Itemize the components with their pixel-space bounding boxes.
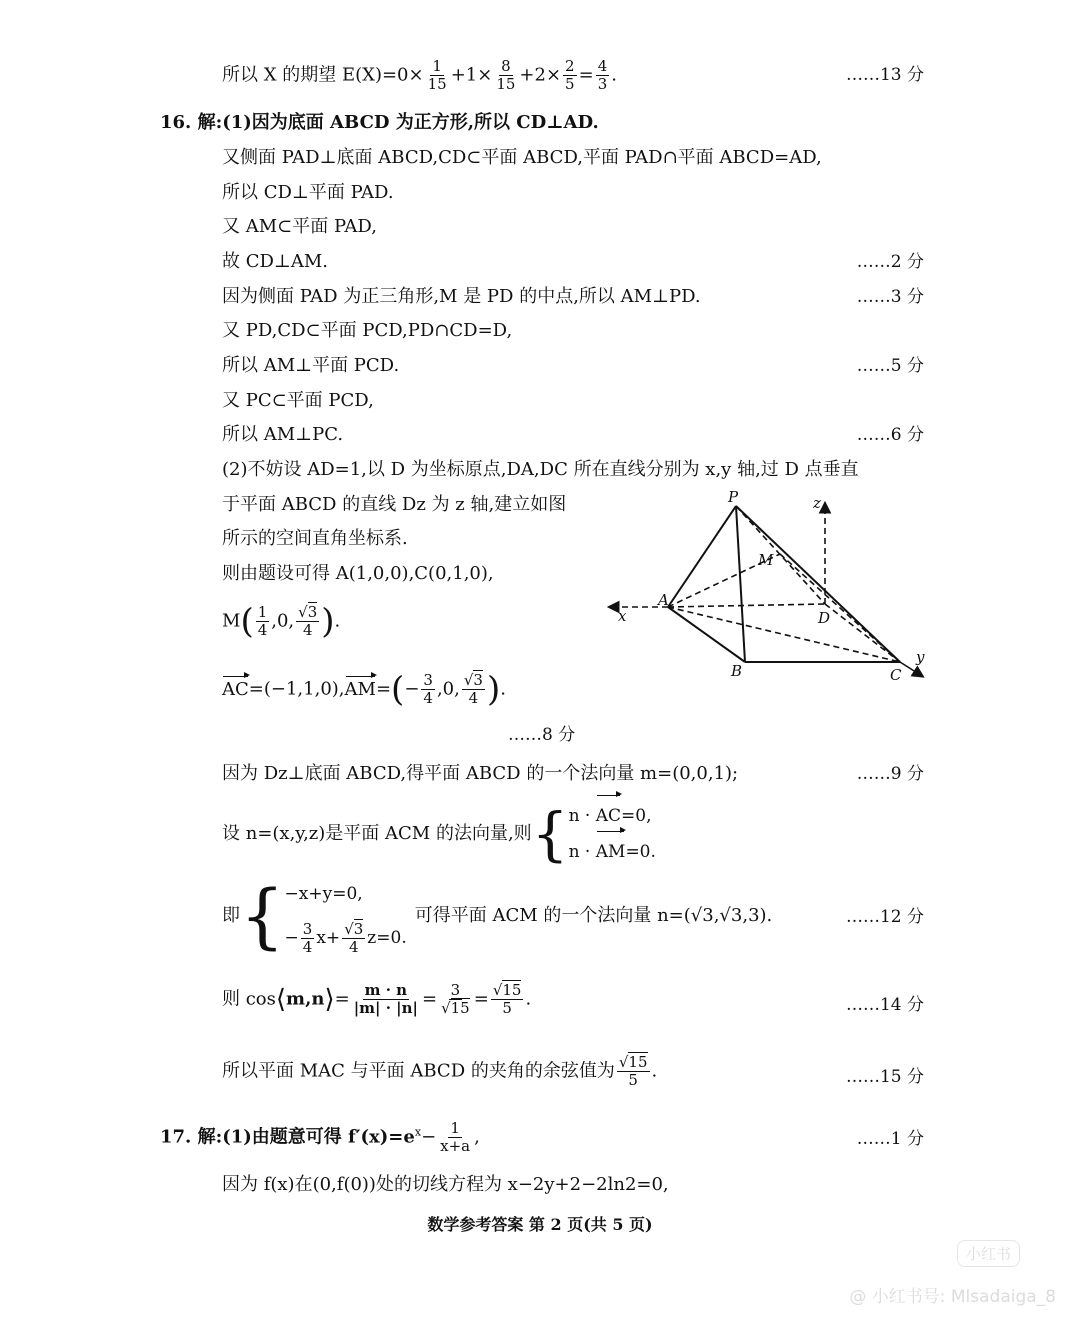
text-line: 因为 Dz⊥底面 ABCD,得平面 ABCD 的一个法向量 m=(0,0,1); xyxy=(222,763,739,784)
normal-vector-system xyxy=(222,798,656,870)
numerator: √3 xyxy=(463,671,483,689)
text-line: 又 AM⊂平面 PAD, xyxy=(222,216,377,237)
text: ,0, xyxy=(271,610,295,632)
pyramid-figure xyxy=(600,490,940,690)
problem-16-heading: 16. 解:(1)因为底面 ABCD 为正方形,所以 CD⊥AD. xyxy=(160,112,599,133)
label-c: C xyxy=(890,666,902,684)
fraction xyxy=(352,982,420,1017)
numerator: 1 xyxy=(450,1119,460,1137)
numerator: 1 xyxy=(432,57,442,75)
label-b: B xyxy=(731,662,743,680)
angle-bracket: ⟩ xyxy=(324,984,335,1015)
numerator: 1 xyxy=(257,603,268,621)
denominator: 4 xyxy=(423,689,433,707)
text-line: 所以 AM⊥平面 PCD. xyxy=(222,355,400,376)
cosine-line xyxy=(222,982,531,1017)
text-line: 于平面 ABCD 的直线 Dz 为 z 轴,建立如图 xyxy=(222,494,567,515)
brace: { xyxy=(531,800,569,868)
conclusion-line xyxy=(222,1054,657,1089)
equation xyxy=(285,916,407,960)
edge-dc xyxy=(825,604,900,662)
radicand: 3 xyxy=(473,671,483,689)
text-line: 所以 AM⊥PC. xyxy=(222,424,344,445)
text: = xyxy=(334,988,350,1010)
denominator: 15 xyxy=(427,75,447,93)
paren: ) xyxy=(486,669,501,710)
text: m,n xyxy=(286,988,325,1010)
text-line: 又 PD,CD⊂平面 PCD,PD∩CD=D, xyxy=(222,320,513,341)
text: 17. 解:(1)由题意可得 f′(x)=e xyxy=(160,1126,415,1148)
text-line: 所示的空间直角坐标系. xyxy=(222,528,408,549)
fraction xyxy=(256,604,270,639)
paren: ) xyxy=(321,601,335,642)
vector-am: AM xyxy=(596,834,626,870)
vector-am: AM xyxy=(344,678,376,700)
text: ,0, xyxy=(436,678,460,700)
text: . xyxy=(525,988,532,1010)
text: 所以平面 MAC 与平面 ABCD 的夹角的余弦值为 xyxy=(222,1060,615,1082)
numerator: m · n xyxy=(364,981,408,999)
text: M xyxy=(222,610,241,632)
score-mark: ……8 分 xyxy=(508,725,576,745)
label-z: z xyxy=(813,494,821,512)
text: − xyxy=(284,928,299,948)
score-mark: ……1 分 xyxy=(856,1129,924,1149)
numerator: √15 xyxy=(492,981,522,999)
radicand: 3 xyxy=(307,603,318,621)
text: 则 cos xyxy=(222,988,276,1010)
label-d: D xyxy=(818,609,831,627)
text-line: 所以 CD⊥平面 PAD. xyxy=(222,182,394,203)
edge-ab xyxy=(668,607,745,662)
text: 设 n=(x,y,z)是平面 ACM 的法向量,则 xyxy=(222,823,532,844)
label-x: x xyxy=(618,607,627,625)
score-mark: ……3 分 xyxy=(856,287,924,307)
fraction xyxy=(491,982,524,1017)
watermark-badge: 小红书 xyxy=(957,1240,1020,1267)
text: . xyxy=(651,1060,658,1082)
paren: ( xyxy=(391,669,405,710)
text: =(−1,1,0), xyxy=(248,678,345,700)
radicand: 3 xyxy=(353,920,364,938)
numerator: √3 xyxy=(298,603,318,621)
score-mark: ……13 分 xyxy=(845,65,924,85)
text: 所以 X 的期望 E(X)=0× xyxy=(222,64,424,86)
denominator: |m| · |n| xyxy=(353,999,418,1017)
radicand: 15 xyxy=(628,1053,648,1071)
angle-bracket: ⟨ xyxy=(275,984,287,1015)
denominator: √15 xyxy=(441,999,470,1017)
numerator: √3 xyxy=(344,920,364,938)
text: +1× xyxy=(450,64,493,86)
text: . xyxy=(334,610,341,632)
text: = xyxy=(578,64,594,86)
fraction xyxy=(617,1054,650,1089)
fraction xyxy=(342,921,365,956)
label-p: P xyxy=(728,490,739,506)
equation xyxy=(569,834,656,870)
label-y: y xyxy=(916,648,925,666)
score-mark: ……9 分 xyxy=(856,764,924,784)
edge-pa xyxy=(668,506,736,607)
vector-ac: AC xyxy=(222,678,249,700)
brace: { xyxy=(240,875,285,957)
denominator: 4 xyxy=(302,938,313,956)
numerator: 3 xyxy=(302,920,313,938)
numerator: 2 xyxy=(565,57,575,75)
text-line: 则由题设可得 A(1,0,0),C(0,1,0), xyxy=(222,563,494,584)
denominator: 4 xyxy=(468,689,479,707)
text: +2× xyxy=(519,64,562,86)
fraction xyxy=(301,921,315,956)
point-m-coordinates xyxy=(222,601,341,642)
score-mark: ……12 分 xyxy=(845,907,924,927)
denominator: 3 xyxy=(597,75,608,93)
text: x+ xyxy=(316,928,341,948)
text-line: 又 PC⊂平面 PCD, xyxy=(222,390,374,411)
numerator: 8 xyxy=(501,57,511,75)
fraction xyxy=(439,982,472,1017)
fraction xyxy=(494,58,517,93)
fraction xyxy=(421,672,435,707)
vector-line xyxy=(222,669,506,710)
score-mark: ……14 分 xyxy=(845,995,924,1015)
text-line: 因为 f(x)在(0,f(0))处的切线方程为 x−2y+2−2ln2=0, xyxy=(222,1174,669,1195)
text: n · xyxy=(568,806,596,826)
fraction xyxy=(462,672,485,707)
fraction xyxy=(426,58,449,93)
page-footer: 数学参考答案 第 2 页(共 5 页) xyxy=(427,1215,653,1234)
text: =0. xyxy=(625,842,656,862)
edge-pc xyxy=(736,506,900,662)
text: − xyxy=(421,1126,437,1148)
edge-pb xyxy=(736,506,745,662)
text: = xyxy=(421,988,438,1010)
fraction xyxy=(438,1120,472,1155)
denominator: 4 xyxy=(348,938,359,956)
equation: −x+y=0, xyxy=(284,884,363,904)
numerator: √15 xyxy=(618,1053,648,1071)
numerator: 3 xyxy=(423,671,433,689)
paren: ( xyxy=(240,601,254,642)
text: . xyxy=(500,678,506,700)
edge-ad xyxy=(668,604,825,607)
watermark-text: @ 小红书号: Mlsadaiga_8 xyxy=(849,1287,1056,1307)
text: 即 xyxy=(222,905,240,926)
text-line: 因为侧面 PAD 为正三角形,M 是 PD 的中点,所以 AM⊥PD. xyxy=(222,286,701,307)
denominator: 5 xyxy=(565,75,575,93)
denominator: 5 xyxy=(502,999,512,1017)
equation xyxy=(569,798,656,834)
text-line: 故 CD⊥AM. xyxy=(222,251,329,272)
text-line: (2)不妨设 AD=1,以 D 为坐标原点,DA,DC 所在直线分别为 x,y 轴,过 D 点垂直 xyxy=(222,459,859,480)
denominator: 4 xyxy=(302,621,313,639)
vector-ac: AC xyxy=(596,798,621,834)
radicand: 15 xyxy=(502,981,522,999)
denominator: 4 xyxy=(257,621,268,639)
fraction xyxy=(563,58,577,93)
text: , xyxy=(474,1126,480,1148)
solved-system xyxy=(222,872,772,960)
text: 可得平面 ACM 的一个法向量 n=(√3,√3,3). xyxy=(414,905,773,926)
text: . xyxy=(611,64,617,86)
expectation-line xyxy=(222,58,617,93)
text: n · xyxy=(568,842,596,862)
numerator: 3 xyxy=(450,981,461,999)
label-m: M xyxy=(758,551,774,569)
text: =0, xyxy=(621,806,652,826)
fraction xyxy=(596,58,610,93)
numerator: 4 xyxy=(597,57,608,75)
score-mark: ……15 分 xyxy=(845,1067,924,1087)
denominator: 15 xyxy=(496,75,516,93)
score-mark: ……2 分 xyxy=(856,252,924,272)
denominator: 5 xyxy=(628,1071,638,1089)
text: = xyxy=(375,678,392,700)
denominator: x+a xyxy=(440,1137,471,1155)
score-mark: ……5 分 xyxy=(856,356,924,376)
equation-system xyxy=(285,872,407,960)
label-a: A xyxy=(658,591,669,609)
problem-17-heading xyxy=(160,1120,480,1155)
equation-system xyxy=(569,798,656,870)
text-line: 又侧面 PAD⊥底面 ABCD,CD⊂平面 ABCD,平面 PAD∩平面 ABCD=AD, xyxy=(222,147,822,168)
fraction xyxy=(296,604,319,639)
score-mark: ……6 分 xyxy=(856,425,924,445)
text: = xyxy=(473,988,489,1010)
text: − xyxy=(404,678,420,700)
exponent: x xyxy=(414,1125,422,1139)
text: z=0. xyxy=(367,928,407,948)
radicand: 15 xyxy=(450,999,470,1017)
